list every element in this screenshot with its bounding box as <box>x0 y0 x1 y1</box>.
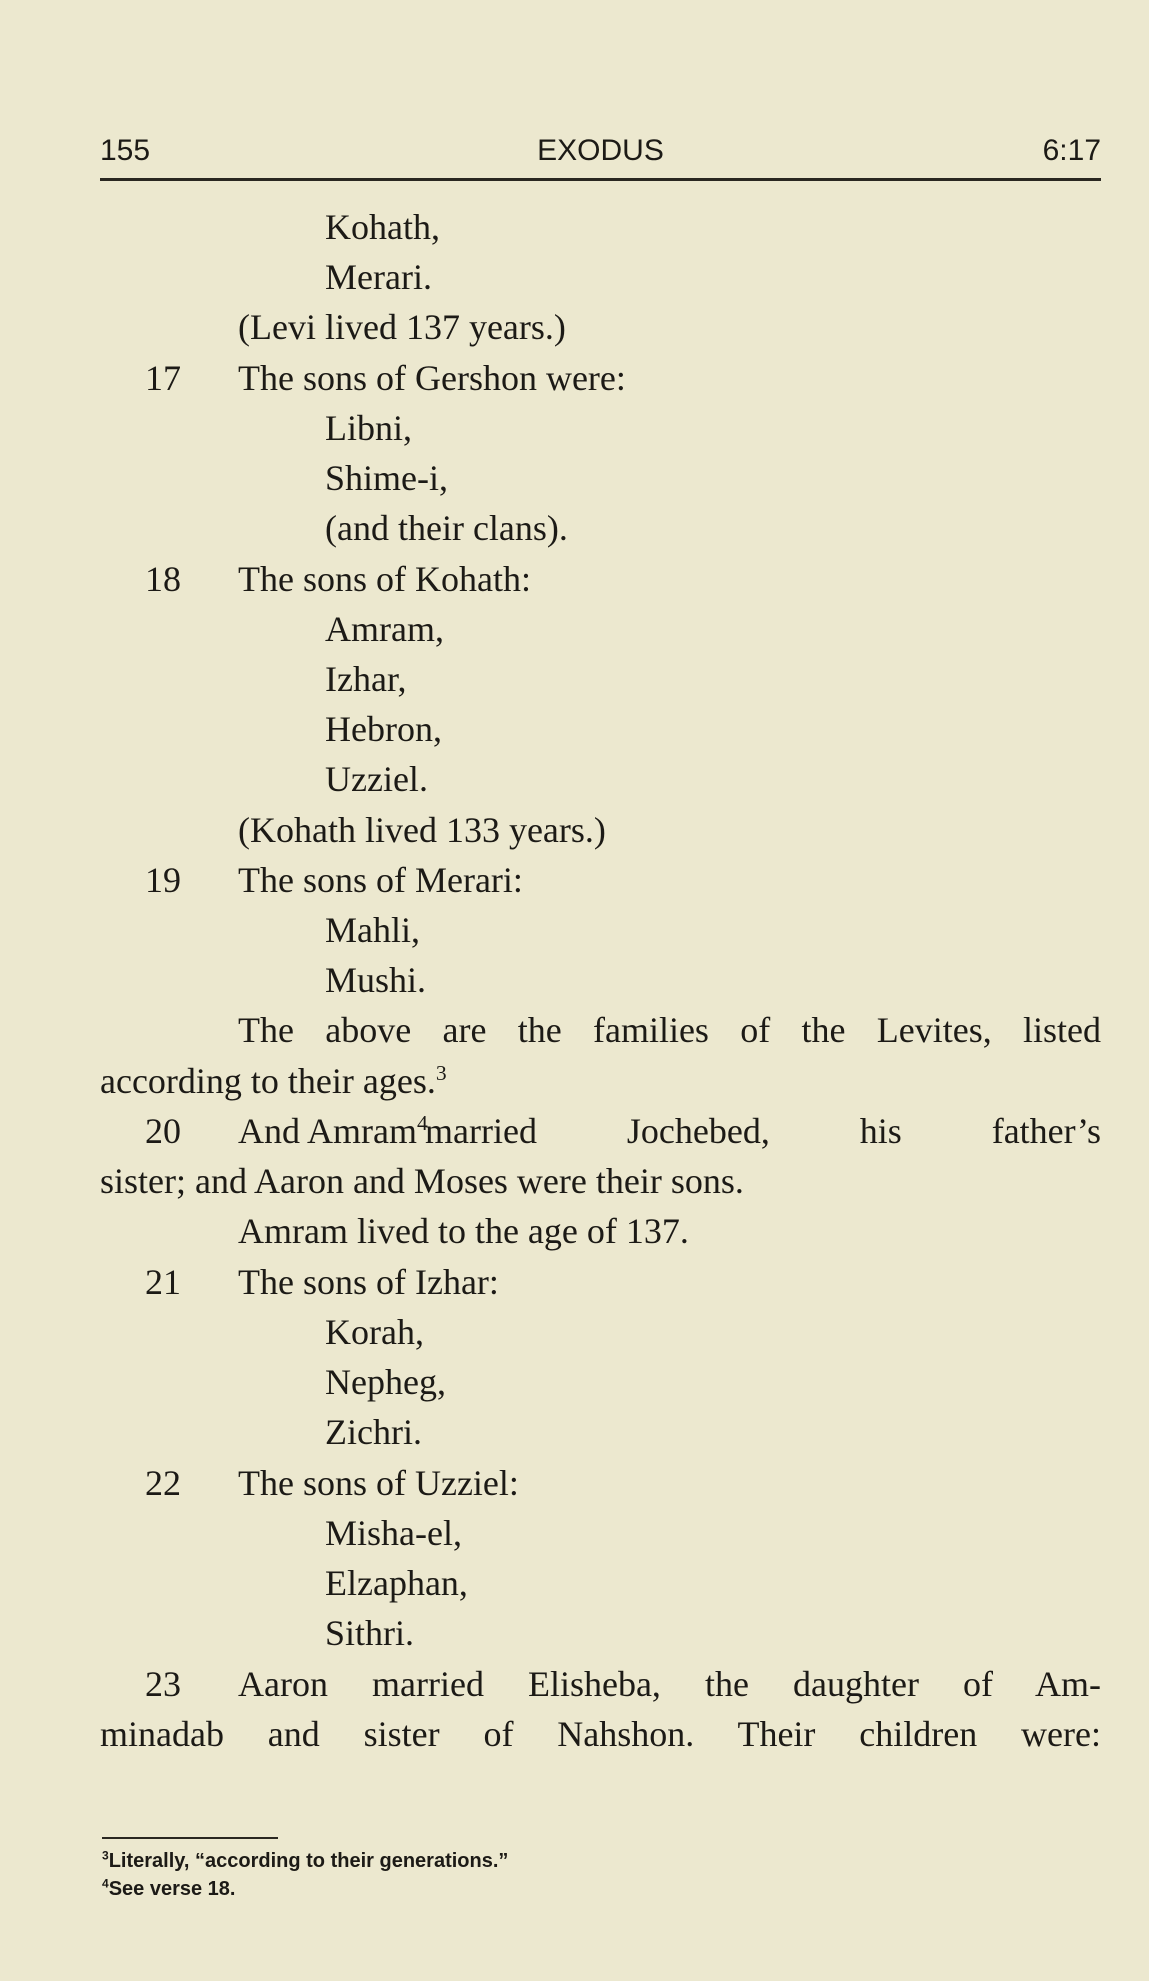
list-item: Zichri. <box>325 1412 422 1452</box>
list-item: Misha-el, <box>325 1513 462 1553</box>
list-item: Korah, <box>325 1312 424 1352</box>
list-item: Kohath, <box>325 207 440 247</box>
page-number: 155 <box>100 134 151 167</box>
paragraph-line: minadab and sister of Nahshon. Their children were: <box>100 1714 1101 1754</box>
verse-number: 22 <box>145 1463 181 1503</box>
paragraph-line: Amram lived to the age of 137. <box>238 1211 689 1251</box>
footnote-marker: 3 <box>435 1061 447 1085</box>
verse-text: The sons of Kohath: <box>238 559 531 599</box>
verse-text: The sons of Izhar: <box>238 1262 499 1302</box>
footnote-text: See verse 18. <box>108 1878 236 1900</box>
verse-text: The sons of Uzziel: <box>238 1463 519 1503</box>
footnote-marker: 4 <box>102 1876 109 1891</box>
parenthetical-note: (Levi lived 137 years.) <box>238 307 566 347</box>
chapter-verse-reference: 6:17 <box>1042 134 1101 167</box>
list-item: Mushi. <box>325 960 427 1000</box>
list-item: Nepheg, <box>325 1362 446 1402</box>
footnote-marker: 4 <box>416 1111 428 1135</box>
book-title: EXODUS <box>537 134 664 167</box>
paragraph-line <box>100 1059 447 1103</box>
verse-number: 18 <box>145 559 181 599</box>
paragraph-line: sister; and Aaron and Moses were their sons. <box>100 1161 744 1201</box>
verse-number: 23 <box>145 1664 181 1704</box>
line-text: according to their ages. <box>100 1061 436 1101</box>
list-item: Izhar, <box>325 659 407 699</box>
list-item: Shime-i, <box>325 458 448 498</box>
verse-number: 19 <box>145 860 181 900</box>
list-item: Mahli, <box>325 910 420 950</box>
verse-text-continuation: married Jochebed, his father’s <box>425 1111 1101 1151</box>
verse-text: The sons of Gershon were: <box>238 358 626 398</box>
footnote-3 <box>102 1848 508 1874</box>
list-item: Amram, <box>325 609 444 649</box>
list-item: Sithri. <box>325 1613 415 1653</box>
verse-number: 17 <box>145 358 181 398</box>
verse-text-start <box>238 1109 428 1153</box>
parenthetical-note: (Kohath lived 133 years.) <box>238 810 606 850</box>
paragraph-line: The above are the families of the Levites, listed <box>238 1010 1101 1050</box>
footnote-4 <box>102 1876 235 1902</box>
footnote-marker: 3 <box>102 1848 109 1863</box>
verse-number: 21 <box>145 1262 181 1302</box>
list-item: Hebron, <box>325 709 442 749</box>
parenthetical-note: (and their clans). <box>325 508 568 548</box>
verse-text: The sons of Merari: <box>238 860 523 900</box>
footnote-divider <box>102 1837 278 1839</box>
list-item: Uzziel. <box>325 759 428 799</box>
list-item: Merari. <box>325 257 432 297</box>
running-header <box>100 134 1101 181</box>
footnote-text: Literally, “according to their generations.” <box>108 1850 509 1872</box>
verse-text: Aaron married Elisheba, the daughter of Am- <box>238 1664 1101 1704</box>
verse-number: 20 <box>145 1111 181 1151</box>
list-item: Libni, <box>325 408 412 448</box>
list-item: Elzaphan, <box>325 1563 468 1603</box>
line-text: And Amram <box>238 1111 417 1151</box>
